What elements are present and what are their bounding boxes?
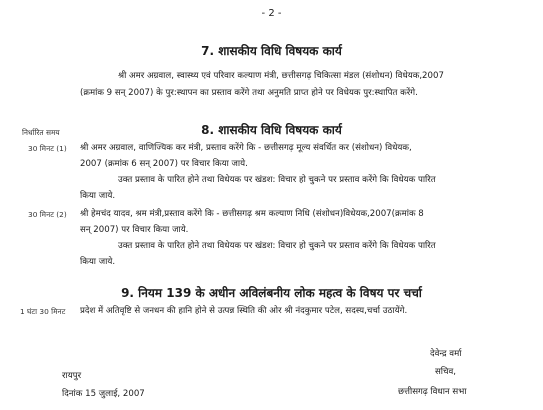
section-9-heading: 9. नियम 139 के अधीन अविलंबनीय लोक महत्व के विषय पर चर्चा [121,286,422,300]
section-9-line-1: प्रदेश में अतिवृष्टि से जनधन की हानि होने से उत्पन्न स्थिति की ओर श्री नंदकुमार पटेल, सदस्य,चर्चा उठायेंगे. [80,306,408,316]
item-1-line-4: किया जाये. [80,191,116,201]
item-2-line-3: उक्त प्रस्ताव के पारित होने तथा विधेयक पर खंडश: विचार हो चुकने पर प्रस्ताव करेंगे कि विधेयक पारित [118,241,436,251]
footer-place: रायपुर [62,371,82,381]
item-1-line-2: 2007 (क्रमांक 6 सन् 2007) पर विचार किया जाये. [80,159,248,169]
page-number: - 2 - [261,8,282,19]
section-7-line-1: श्री अमर अग्रवाल, स्वास्थ्य एवं परिवार कल्याण मंत्री, छत्तीसगढ़ चिकित्सा मंडल (संशोधन) विधेयक,2007 [118,71,444,81]
item-2-line-1: श्री हेमचंद यादव, श्रम मंत्री,प्रस्ताव करेंगे कि - छत्तीसगढ़ श्रम कल्याण निधि (संशोधन)विधेयक,2007(क्रमांक 8 [80,209,424,219]
item-1-time: 30 मिनट (1) [28,144,67,153]
section-7-line-2: (क्रमांक 9 सन् 2007) के पुर:स्थापन का प्रस्ताव करेंगे तथा अनुमति प्राप्त होने पर विधेयक पुर:स्थापित करेंगे. [80,88,418,98]
section-8-heading: 8. शासकीय विधि विषयक कार्य [201,123,342,137]
section-7-heading: 7. शासकीय विधि विषयक कार्य [201,44,342,58]
section-9-time: 1 घंटा 30 मिनट [20,307,66,316]
footer-date: दिनांक 15 जुलाई, 2007 [62,389,145,399]
signatory-organization: छत्तीसगढ़ विधान सभा [398,387,467,397]
item-2-time: 30 मिनट (2) [28,210,67,219]
item-1-line-3: उक्त प्रस्ताव के पारित होने तथा विधेयक पर खंडश: विचार हो चुकने पर प्रस्ताव करेंगे कि विधेयक पारित [118,175,436,185]
signatory-title: सचिव, [435,367,457,377]
allotted-time-header: निर्धारित समय [22,128,60,137]
item-2-line-4: किया जाये. [80,257,116,267]
item-2-line-2: सन् 2007) पर विचार किया जाये. [80,225,189,235]
signatory-name: देवेन्द्र वर्मा [430,349,462,359]
item-1-line-1: श्री अमर अग्रवाल, वाणिज्यिक कर मंत्री, प्रस्ताव करेंगे कि - छत्तीसगढ़ मूल्य संवर्धित कर (संशोधन) विधेयक, [80,143,412,153]
